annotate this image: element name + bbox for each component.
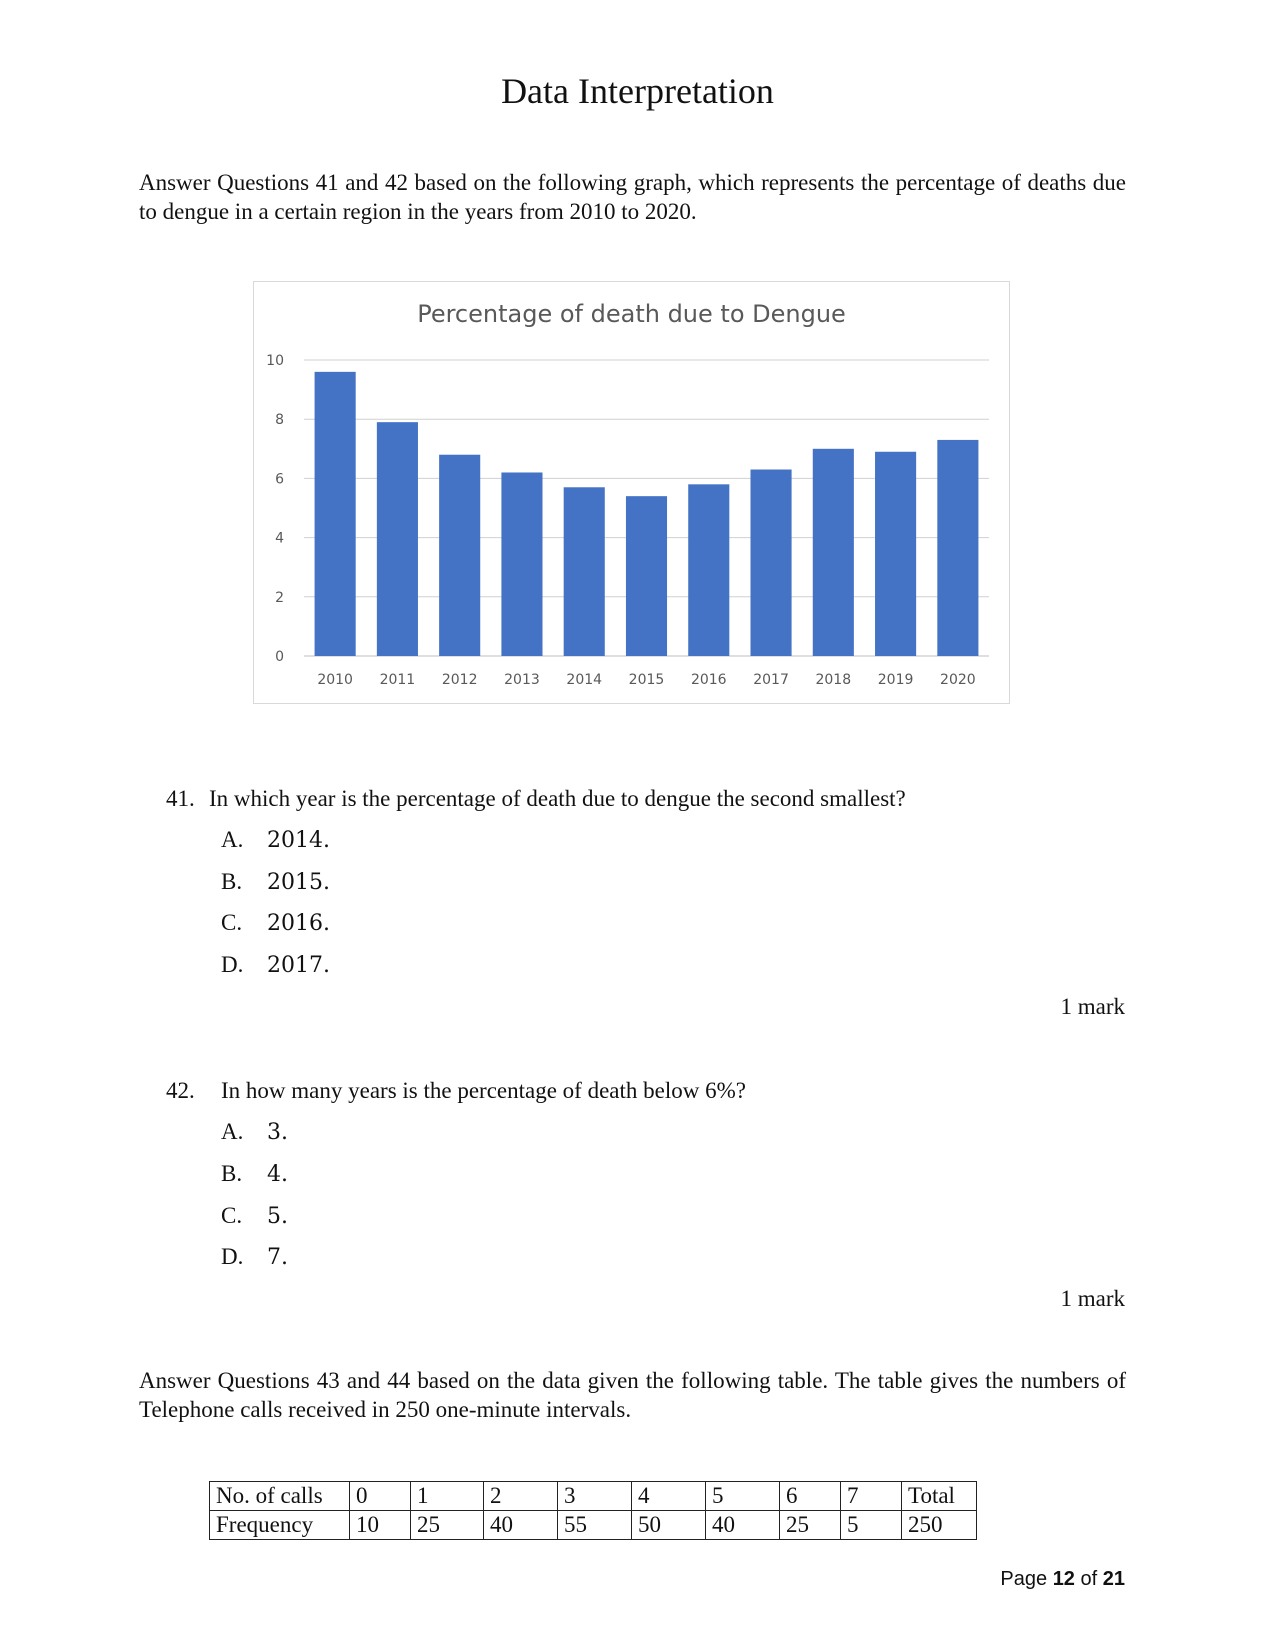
option-letter: B. [221,1161,243,1186]
option-value: 5. [267,1204,288,1229]
question-number: 42. [166,1078,195,1103]
mark-label: 1 mark [1060,1286,1125,1311]
table-cell: 1 [411,1482,484,1511]
x-tick-label: 2017 [753,672,789,688]
x-tick-label: 2012 [441,672,478,688]
option-letter: B. [221,869,243,894]
option-d [221,1244,288,1270]
table-row [210,1482,977,1511]
y-tick-label: 6 [275,471,284,488]
bar [813,449,854,656]
page-footer [1000,1568,1125,1591]
option-value: 2015. [267,870,330,895]
question-text: In which year is the percentage of death due to dengue the second smallest? [209,786,906,811]
x-tick-label: 2010 [317,672,353,688]
table-cell: 55 [558,1511,632,1540]
question-text: In how many years is the percentage of death below 6%? [221,1078,746,1103]
page-word: Page [1000,1568,1048,1590]
option-b [221,1161,288,1187]
option-b [221,869,330,895]
table-cell: Total [902,1482,977,1511]
option-letter: D. [221,952,244,977]
option-value: 2017. [267,953,330,978]
bar [564,487,605,656]
option-value: 2014. [267,828,330,853]
x-tick-label: 2011 [379,672,416,688]
x-tick-label: 2018 [815,672,852,688]
chart-title: Percentage of death due to Dengue [417,300,846,328]
option-letter: C. [221,1203,243,1228]
table-row [210,1511,977,1540]
bar [501,472,542,656]
option-value: 7. [267,1245,288,1270]
x-tick-label: 2019 [877,672,914,688]
table-cell: 250 [902,1511,977,1540]
y-tick-label: 2 [275,589,284,606]
y-tick-label: 4 [275,530,284,547]
bar [937,440,978,656]
bar-chart [253,281,1010,704]
table-cell: 2 [484,1482,558,1511]
intro-paragraph-graph: Answer Questions 41 and 42 based on the following graph, which represents the percentage of deaths due to dengue in a certain region in the years from 2010 to 2020. [139,170,1126,224]
table-cell: 40 [484,1511,558,1540]
option-value: 4. [267,1162,288,1187]
bar [377,422,418,656]
chart-plot [254,282,1011,705]
table-cell: 5 [706,1482,780,1511]
table-cell: 0 [350,1482,411,1511]
page-number: 12 [1052,1568,1075,1590]
table-cell: 50 [632,1511,706,1540]
mark-label: 1 mark [1060,994,1125,1019]
intro-paragraph-table: Answer Questions 43 and 44 based on the data given the following table. The table gives the numbers of Telephone calls received in 250 one-minute intervals. [139,1368,1126,1422]
x-tick-label: 2014 [566,672,603,688]
option-c [221,910,330,936]
table-cell: Frequency [210,1511,350,1540]
x-tick-label: 2020 [940,672,976,688]
bar [626,496,667,656]
option-letter: A. [221,1119,244,1144]
bar [750,470,791,656]
page-total: 21 [1102,1568,1125,1590]
table-cell: 3 [558,1482,632,1511]
page-title: Data Interpretation [501,71,774,111]
option-d [221,952,330,978]
table-cell: 5 [841,1511,902,1540]
option-letter: A. [221,827,244,852]
x-tick-label: 2013 [504,672,540,688]
question-number: 41. [166,786,195,811]
bar [688,484,729,656]
y-tick-label: 0 [275,649,284,665]
x-tick-label: 2015 [628,672,665,688]
table-cell: 25 [780,1511,841,1540]
option-a [221,1119,288,1145]
option-a [221,827,330,853]
table-cell: No. of calls [210,1482,350,1511]
table-cell: 10 [350,1511,411,1540]
option-letter: C. [221,910,243,935]
bar [315,372,356,656]
bar [439,455,480,656]
table-cell: 7 [841,1482,902,1511]
y-tick-label: 8 [275,412,284,429]
table-cell: 40 [706,1511,780,1540]
table-cell: 6 [780,1482,841,1511]
y-tick-label: 10 [266,353,284,369]
table-cell: 25 [411,1511,484,1540]
x-tick-label: 2016 [690,672,727,688]
of-word: of [1080,1568,1098,1590]
option-letter: D. [221,1244,244,1269]
table-cell: 4 [632,1482,706,1511]
option-c [221,1203,288,1229]
option-value: 2016. [267,911,330,936]
bar [875,452,916,656]
option-value: 3. [267,1120,288,1145]
calls-frequency-table [209,1481,977,1540]
